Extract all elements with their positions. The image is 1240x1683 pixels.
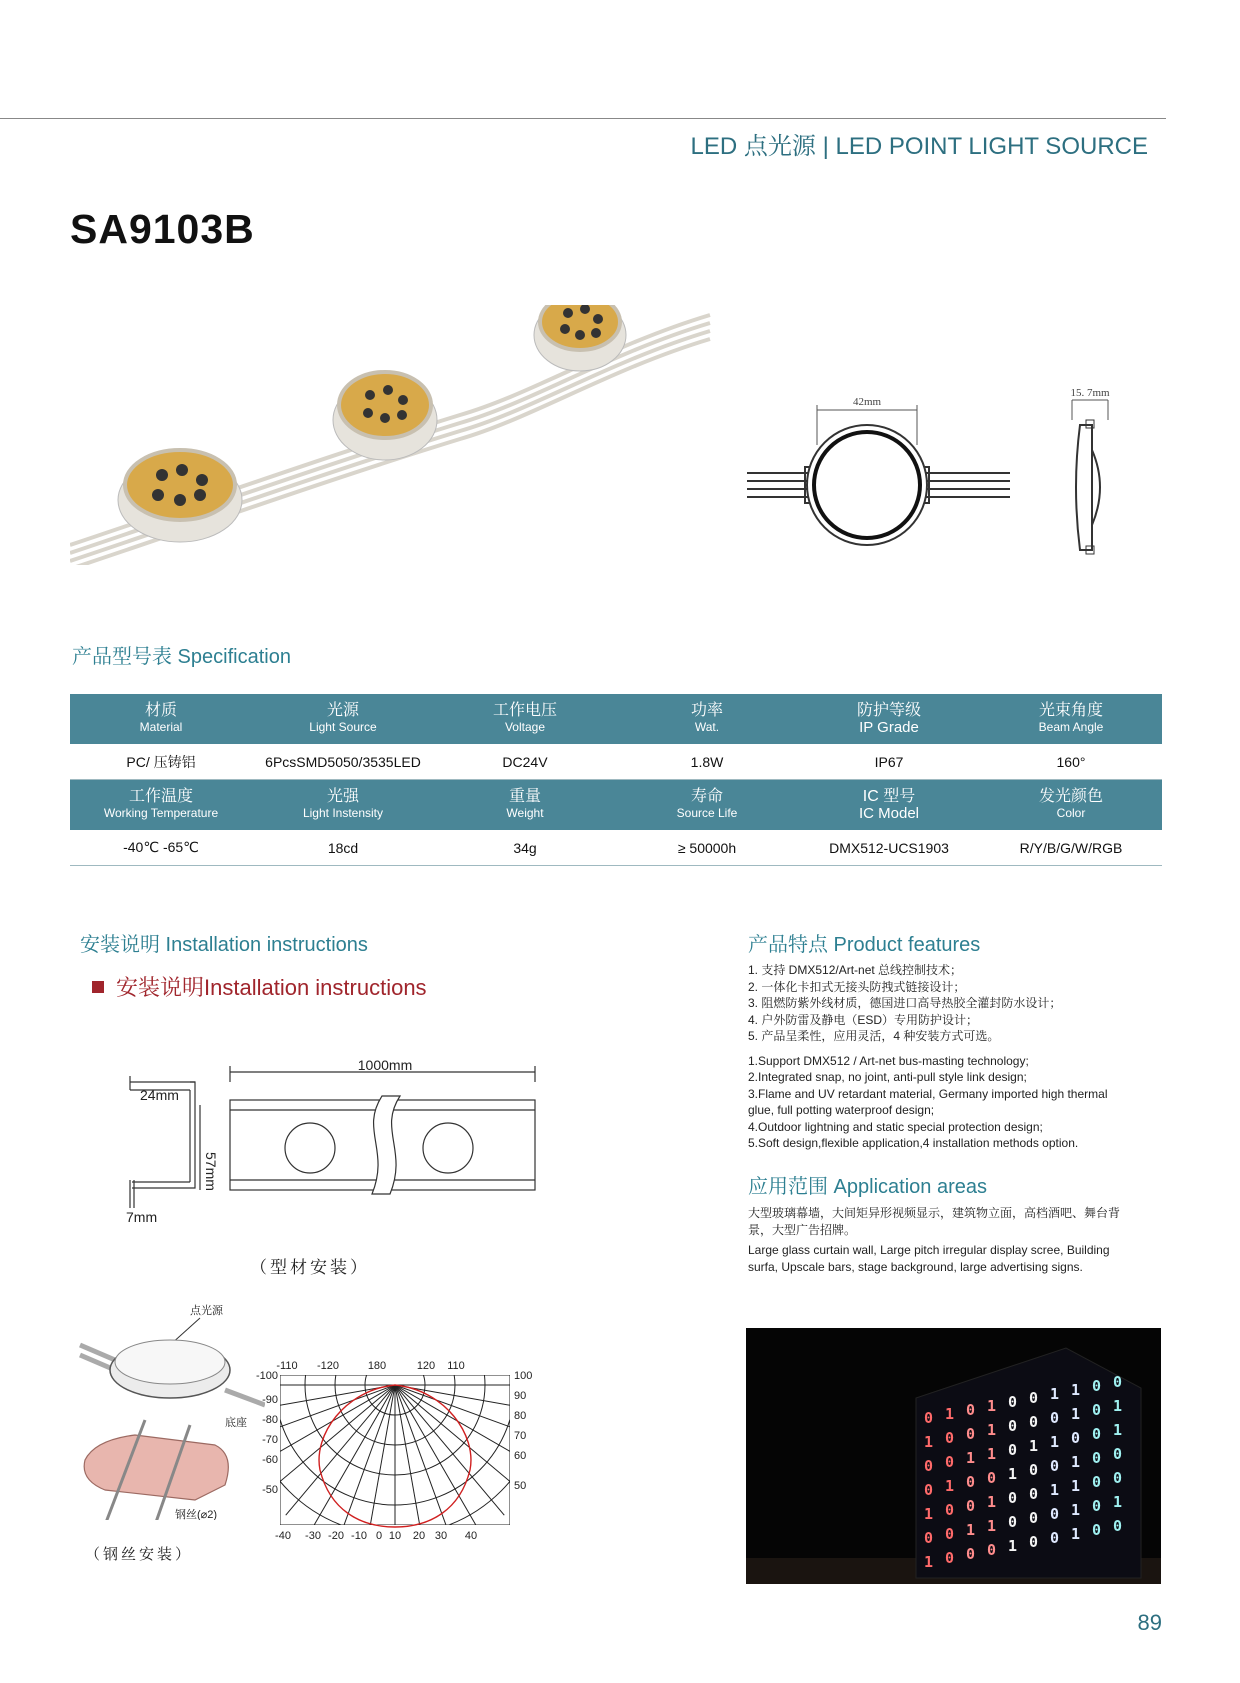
polar-bottom-label: 0 <box>375 1530 383 1542</box>
building-digit: 1 <box>966 1521 976 1539</box>
profile-length-label: 1000mm <box>357 1060 413 1073</box>
building-digit: 0 <box>966 1425 976 1443</box>
polar-right-label: 70 <box>514 1430 527 1442</box>
polar-top-label: 120 <box>416 1360 436 1372</box>
spec-value-cell: PC/ 压铸铝 <box>70 744 252 780</box>
application-en: Large glass curtain wall, Large pitch irregular display scree, Building surfa, Upscale bars, stage background, large advertising signs. <box>748 1243 1110 1274</box>
spec-value-row-2 <box>70 830 1162 866</box>
building-digit: 0 <box>987 1541 997 1559</box>
building-digit: 0 <box>945 1429 955 1447</box>
building-digit: 1 <box>1050 1433 1060 1451</box>
building-digit: 0 <box>1113 1469 1123 1487</box>
spec-value-cell: ≥ 50000h <box>616 830 798 866</box>
side-dimension-drawing <box>1050 380 1130 560</box>
spec-table <box>70 694 1162 866</box>
polar-bottom-label: -20 <box>328 1530 344 1542</box>
building-digit: 0 <box>924 1529 934 1547</box>
wire-installation-drawing <box>75 1300 265 1520</box>
building-digit: 0 <box>1008 1393 1018 1411</box>
led-node-2 <box>333 372 437 460</box>
building-digit: 0 <box>966 1401 976 1419</box>
polar-spoke <box>395 1385 425 1545</box>
building-digit: 1 <box>987 1397 997 1415</box>
polar-left-label: -60 <box>262 1454 278 1466</box>
building-digit: 0 <box>945 1453 955 1471</box>
feature-zh-line: 4. 户外防雷及静电（ESD）专用防护设计； <box>748 1012 979 1027</box>
building-digit: 0 <box>1008 1417 1018 1435</box>
spec-header-cell: 防护等级 IP Grade <box>798 694 980 744</box>
spec-header-cell: 重量 Weight <box>434 780 616 831</box>
polar-left-label: -100 <box>255 1370 278 1382</box>
building-digit: 1 <box>1071 1501 1081 1519</box>
feature-en-line: 1.Support DMX512 / Art-net bus-masting technology; <box>748 1053 1029 1068</box>
feature-en-line: 4.Outdoor lightning and static special protection design; <box>748 1119 1043 1134</box>
building-photo <box>746 1328 1161 1584</box>
spec-header-cell: 光源 Light Source <box>252 694 434 744</box>
polar-spoke <box>365 1385 395 1545</box>
building-digit: 0 <box>1029 1485 1039 1503</box>
building-digit: 1 <box>945 1405 955 1423</box>
polar-bottom-label: 40 <box>464 1530 478 1542</box>
building-digit: 0 <box>1071 1429 1081 1447</box>
top-rule <box>0 118 1166 119</box>
polar-bottom-label: 30 <box>434 1530 448 1542</box>
feature-zh-line: 3. 阻燃防紫外线材质，德国进口高导热胶全灌封防水设计； <box>748 996 1062 1010</box>
width-label: 42mm <box>852 396 882 408</box>
polar-bottom-label: 20 <box>412 1530 426 1542</box>
spec-header-cell: 寿命 Source Life <box>616 780 798 831</box>
building-digit: 1 <box>966 1449 976 1467</box>
polar-top-label: -110 <box>276 1360 298 1372</box>
spec-value-cell: 1.8W <box>616 744 798 780</box>
building-digit: 0 <box>1092 1449 1102 1467</box>
building-digit: 0 <box>1008 1441 1018 1459</box>
model-number: SA9103B <box>70 206 255 252</box>
spec-header-cell: 光强 Light Instensity <box>252 780 434 831</box>
building-digit: 1 <box>924 1553 934 1571</box>
light-distribution-diagram <box>255 1355 545 1545</box>
spec-header-cell: 发光颜色 Color <box>980 780 1162 831</box>
building-digit: 0 <box>1092 1497 1102 1515</box>
depth-label: 15. 7mm <box>1070 387 1110 399</box>
polar-right-label: 80 <box>514 1410 527 1422</box>
installation-title: 安装说明 Installation instructions <box>80 934 368 956</box>
building-digit: 0 <box>1092 1521 1102 1539</box>
polar-top-label: 110 <box>447 1360 465 1372</box>
feature-en-line: 3.Flame and UV retardant material, Germany imported high thermal glue, full potting waterproof design; <box>748 1086 1108 1117</box>
spec-value-cell: -40℃ -65℃ <box>70 830 252 866</box>
building-digit: 0 <box>1029 1389 1039 1407</box>
building-digit: 0 <box>1029 1533 1039 1551</box>
application-zh: 大型玻璃幕墙，大间矩异形视频显示，建筑物立面，高档酒吧、舞台背景，大型广告招牌。 <box>748 1206 1121 1237</box>
building-digit: 0 <box>1092 1401 1102 1419</box>
led-node-1 <box>118 450 242 542</box>
bullet-square-icon <box>92 981 104 993</box>
feature-zh-line: 1. 支持 DMX512/Art-net 总线控制技术； <box>748 963 963 977</box>
building-digit: 0 <box>945 1525 955 1543</box>
spec-header-cell: 材质 Material <box>70 694 252 744</box>
polar-right-label: 90 <box>514 1390 527 1402</box>
building-digit: 0 <box>1029 1509 1039 1527</box>
page-header: LED 点光源 | LED POINT LIGHT SOURCE <box>690 133 1148 160</box>
building-digit: 0 <box>1008 1513 1018 1531</box>
building-digit: 1 <box>987 1517 997 1535</box>
building-digit: 0 <box>1050 1409 1060 1427</box>
spec-value-cell: R/Y/B/G/W/RGB <box>980 830 1162 866</box>
polar-right-label: 60 <box>514 1450 527 1462</box>
building-digit: 0 <box>1092 1425 1102 1443</box>
building-digit: 0 <box>1113 1373 1123 1391</box>
building-digit: 1 <box>1071 1477 1081 1495</box>
profile-installation-drawing <box>120 1060 540 1240</box>
polar-bottom-label: 10 <box>388 1530 402 1542</box>
features-title: 产品特点 Product features <box>748 934 981 956</box>
spec-value-cell: 160° <box>980 744 1162 780</box>
building-digit: 0 <box>966 1473 976 1491</box>
led-node-3 <box>534 305 626 371</box>
polar-left-label: -90 <box>262 1394 278 1406</box>
spec-header-row-1 <box>70 694 1162 744</box>
building-digit: 1 <box>987 1445 997 1463</box>
building-digit: 0 <box>1113 1517 1123 1535</box>
polar-top-label: -120 <box>316 1360 340 1372</box>
building-digit: 1 <box>1050 1385 1060 1403</box>
building-digit: 0 <box>987 1469 997 1487</box>
polar-bottom-label: -30 <box>305 1530 321 1542</box>
polar-bottom-label: -10 <box>351 1530 367 1542</box>
building-digit: 0 <box>966 1545 976 1563</box>
building-digit: 1 <box>924 1505 934 1523</box>
building-digit: 1 <box>1029 1437 1039 1455</box>
building-digit: 0 <box>945 1501 955 1519</box>
spec-header-cell: IC 型号 IC Model <box>798 780 980 831</box>
building-digit: 1 <box>1113 1493 1123 1511</box>
feature-en-line: 5.Soft design,flexible application,4 installation methods option. <box>748 1136 1079 1150</box>
front-dimension-drawing <box>745 385 1020 560</box>
building-digit: 1 <box>1008 1537 1018 1555</box>
feature-zh-line: 5. 产品呈柔性，应用灵活，4 种安装方式可选。 <box>748 1029 1000 1043</box>
feature-en-line: 2.Integrated snap, no joint, anti-pull style link design; <box>748 1070 1027 1084</box>
polar-top-label: 180 <box>367 1360 387 1372</box>
polar-bottom-label: -40 <box>275 1530 291 1542</box>
building-digit: 0 <box>1113 1445 1123 1463</box>
building-digit: 1 <box>1071 1525 1081 1543</box>
building-digit: 1 <box>987 1493 997 1511</box>
building-digit: 0 <box>966 1497 976 1515</box>
building-digit: 1 <box>1071 1453 1081 1471</box>
product-photo <box>70 305 720 565</box>
profile-bottom-label: 7mm <box>126 1209 158 1225</box>
profile-height-label: 57mm <box>203 1152 219 1191</box>
building-digit: 1 <box>1113 1421 1123 1439</box>
building-digit: 0 <box>1050 1505 1060 1523</box>
polar-left-label: -80 <box>262 1414 278 1426</box>
spec-value-row-1 <box>70 744 1162 780</box>
polar-left-label: -50 <box>262 1484 278 1496</box>
page-number: 89 <box>1137 1610 1162 1635</box>
spec-header-cell: 光束角度 Beam Angle <box>980 694 1162 744</box>
spec-value-cell: 18cd <box>252 830 434 866</box>
building-digit: 0 <box>1050 1457 1060 1475</box>
polar-right-label: 100 <box>514 1370 533 1382</box>
spec-header-row-2 <box>70 780 1162 831</box>
spec-value-cell: IP67 <box>798 744 980 780</box>
building-digit: 1 <box>1113 1397 1123 1415</box>
spec-value-cell: DC24V <box>434 744 616 780</box>
wire-label: 钢丝(⌀2) <box>175 1509 218 1520</box>
building-digit: 0 <box>1092 1473 1102 1491</box>
spec-header-cell: 工作电压 Voltage <box>434 694 616 744</box>
application-text <box>748 1205 1128 1275</box>
spec-value-cell: 6PcsSMD5050/3535LED <box>252 744 434 780</box>
building-digit: 1 <box>1050 1481 1060 1499</box>
building-digit: 0 <box>924 1409 934 1427</box>
profile-top-label: 24mm <box>140 1087 179 1103</box>
spec-header-cell: 功率 Wat. <box>616 694 798 744</box>
spec-header-cell: 工作温度 Working Temperature <box>70 780 252 831</box>
building-digit: 0 <box>1092 1377 1102 1395</box>
spec-title: 产品型号表 Specification <box>72 646 291 668</box>
building-digit: 1 <box>1071 1405 1081 1423</box>
building-digit: 0 <box>1008 1489 1018 1507</box>
base-label: 底座 <box>225 1417 247 1429</box>
polar-left-label: -70 <box>262 1434 278 1446</box>
building-digit: 1 <box>924 1433 934 1451</box>
building-digit: 1 <box>945 1477 955 1495</box>
building-digit: 0 <box>1029 1413 1039 1431</box>
building-digit: 0 <box>945 1549 955 1567</box>
building-digit: 1 <box>987 1421 997 1439</box>
building-digit: 0 <box>924 1481 934 1499</box>
building-digit: 1 <box>1071 1381 1081 1399</box>
building-digit: 0 <box>1050 1529 1060 1547</box>
profile-caption: （型材安装） <box>250 1258 370 1277</box>
spec-value-cell: 34g <box>434 830 616 866</box>
application-title: 应用范围 Application areas <box>748 1176 987 1198</box>
wire-caption: （钢丝安装） <box>85 1546 194 1563</box>
spec-value-cell: DMX512-UCS1903 <box>798 830 980 866</box>
building-digit: 0 <box>1029 1461 1039 1479</box>
polar-right-label: 50 <box>514 1480 527 1492</box>
building-digit: 0 <box>924 1457 934 1475</box>
building-digit: 1 <box>1008 1465 1018 1483</box>
feature-zh-line: 2. 一体化卡扣式无接头防拽式链接设计； <box>748 979 966 994</box>
installation-subtitle: 安装说明Installation instructions <box>92 971 427 1002</box>
point-source-label: 点光源 <box>190 1305 223 1317</box>
features-text <box>748 962 1128 1152</box>
